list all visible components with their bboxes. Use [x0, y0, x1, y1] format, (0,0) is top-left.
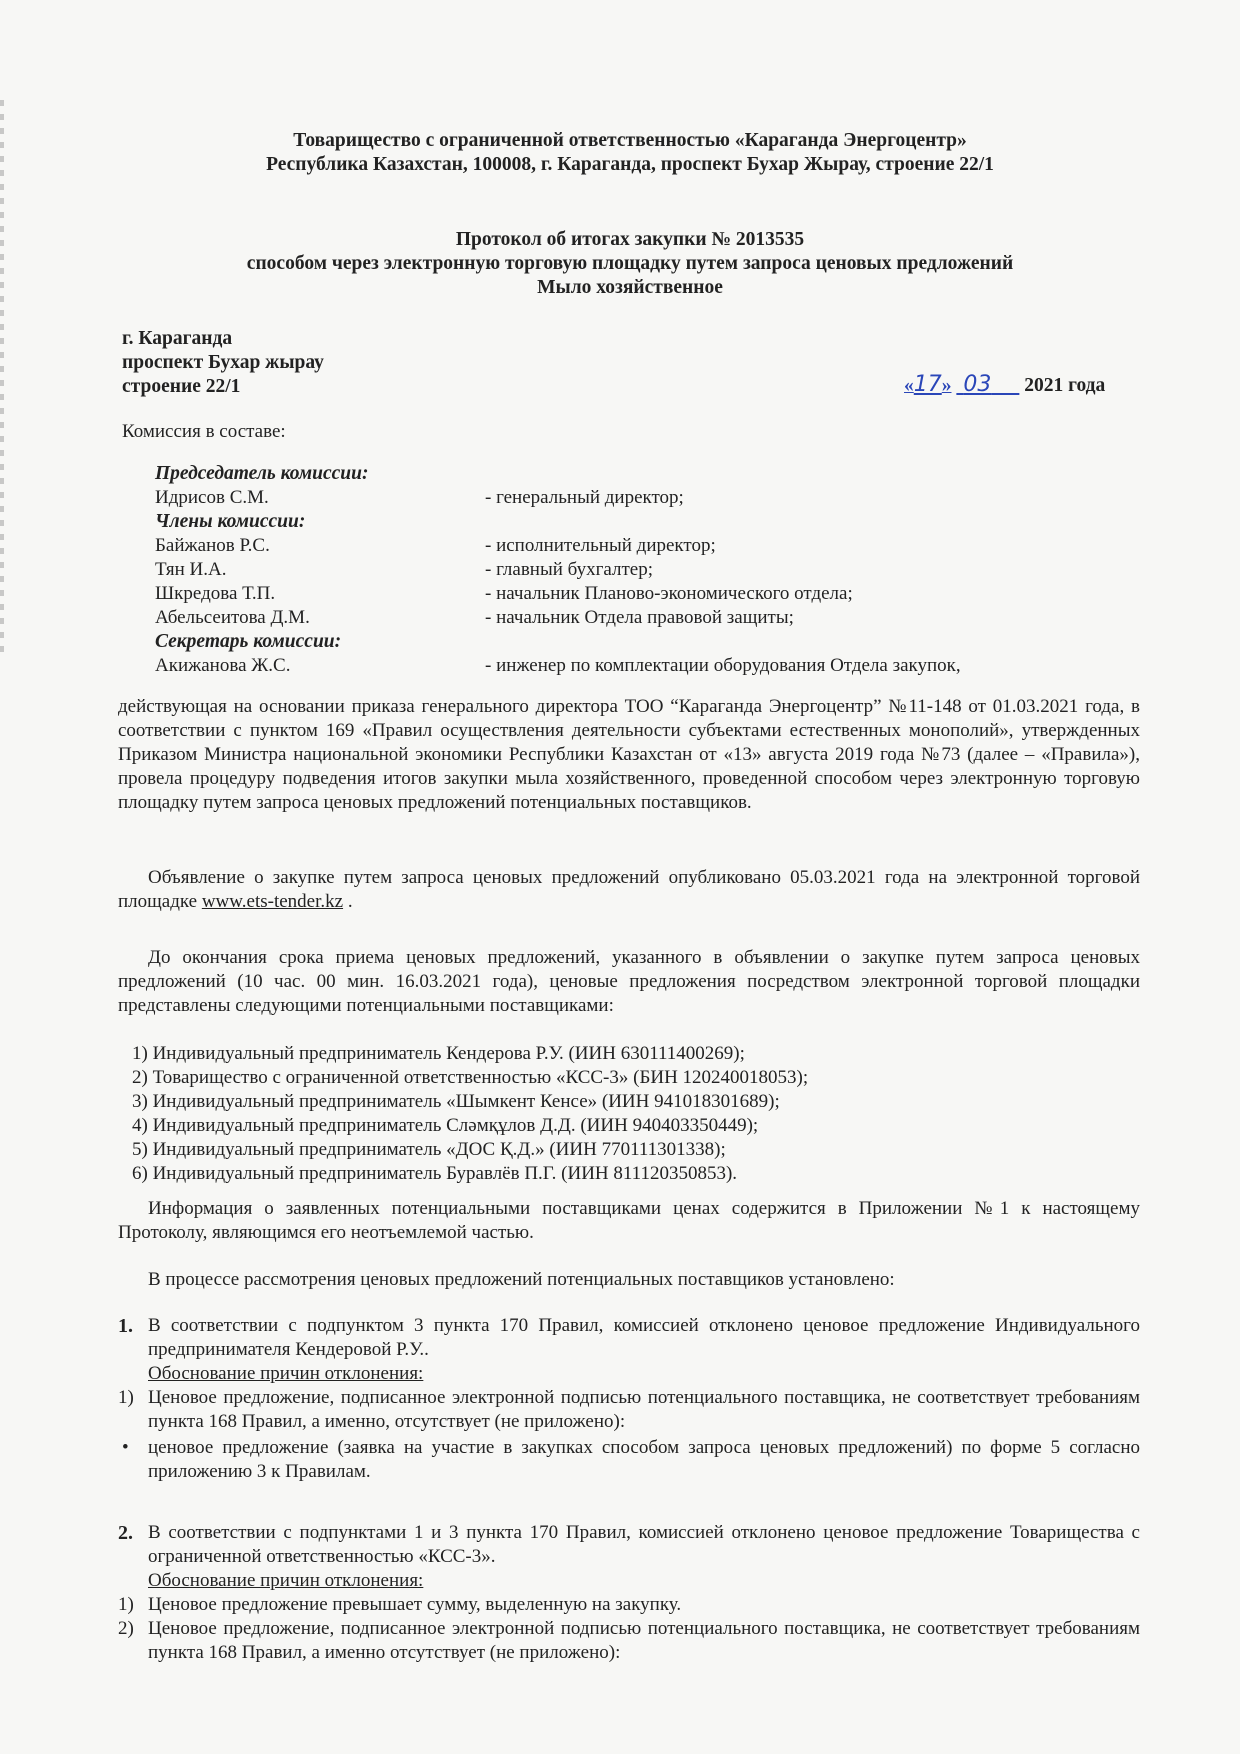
- procurement-method: способом через электронную торговую площадку путем запроса ценовых предложений: [246, 253, 1014, 274]
- bullet-icon: •: [122, 1437, 129, 1458]
- tender-site-link[interactable]: www.ets-tender.kz: [201, 891, 344, 912]
- member-row: [155, 582, 1135, 606]
- member-role: - главный бухгалтер;: [485, 559, 653, 580]
- scan-edge-marks: [0, 100, 4, 660]
- finding-text: В соответствии с подпунктом 3 пункта 170 Правил, комиссией отклонено ценовое предложение Индивидуального предпринимателя Кендеровой Р.У..: [148, 1315, 1140, 1360]
- member-row: [155, 486, 1135, 510]
- place-building: строение 22/1: [122, 376, 241, 397]
- date-month-value: 03: [963, 372, 992, 397]
- date-day: 17: [913, 372, 942, 397]
- finding-text: В соответствии с подпунктами 1 и 3 пункта 170 Правил, комиссией отклонено ценовое предложение Товарищества с ограниченной ответственностью «КСС-3».: [148, 1522, 1140, 1567]
- company-header: [120, 129, 1140, 177]
- list-item: 2) Товарищество с ограниченной ответственностью «КСС-3» (БИН 120240018053);: [132, 1067, 809, 1088]
- reason-text: Ценовое предложение, подписанное электронной подписью потенциального поставщика, не соответствует требованиям пункта 168 Правил, а именно, отсутствует (не приложено):: [148, 1387, 1140, 1432]
- date-open-quote: «: [904, 375, 914, 396]
- member-row: [155, 534, 1135, 558]
- member-role: - генеральный директор;: [485, 487, 684, 508]
- list-item: 3) Индивидуальный предприниматель «Шымкент Кенсе» (ИИН 941018301689);: [132, 1091, 780, 1112]
- reason-number: 2): [118, 1618, 134, 1639]
- place-block: [122, 327, 324, 399]
- member-name: Байжанов Р.С.: [155, 535, 270, 556]
- member-role: - исполнительный директор;: [485, 535, 716, 556]
- announcement-end: .: [343, 891, 353, 912]
- member-name: Тян И.А.: [155, 559, 227, 580]
- protocol-title: [120, 228, 1140, 300]
- finding-number: 2.: [118, 1522, 133, 1544]
- list-item: 5) Индивидуальный предприниматель «ДОС Қ.Д.» (ИИН 770111301338);: [132, 1139, 726, 1160]
- reason-number: 1): [118, 1387, 134, 1408]
- protocol-number: Протокол об итогах закупки № 2013535: [455, 229, 805, 250]
- secretary-heading: Секретарь комиссии:: [155, 631, 342, 652]
- members-heading: Члены комиссии:: [155, 511, 306, 532]
- bullet-text: ценовое предложение (заявка на участие в закупках способом запроса ценовых предложений) по форме 5 согласно приложению 3 к Правилам.: [148, 1437, 1140, 1482]
- date-year: 2021 года: [1024, 375, 1106, 396]
- company-name: Товарищество с ограниченной ответственностью «Караганда Энергоцентр»: [293, 130, 967, 151]
- member-row: [155, 654, 1135, 678]
- member-name: Акижанова Ж.С.: [155, 655, 291, 676]
- reason-text: Ценовое предложение, подписанное электронной подписью потенциального поставщика, не соответствует требованиям пункта 168 Правил, а именно отсутствует (не приложено):: [148, 1618, 1140, 1663]
- finding-1-bullet: [118, 1436, 1140, 1484]
- date-month: [956, 372, 1019, 397]
- deadline-paragraph: До окончания срока приема ценовых предложений, указанного в объявлении о закупке путем запроса ценовых предложений (10 час. 00 мин. 16.03.2021 года), ценовые предложения посредством электронной торговой площадки представлены следующими потенциальными поставщиками:: [118, 947, 1140, 1016]
- prices-info-paragraph: Информация о заявленных потенциальными поставщиками ценах содержится в Приложении №1 к настоящему Протоколу, являющимся его неотъемлемой частью.: [118, 1198, 1140, 1243]
- commission-intro: Комиссия в составе:: [122, 421, 286, 442]
- basis-paragraph: действующая на основании приказа генерального директора ТОО “Караганда Энергоцентр” №11-148 от 01.03.2021 года, в соответствии с пунктом 169 «Правил осуществления деятельности субъектами естественных монополий», утвержденных Приказом Министра национальной экономики Республики Казахстан от «13» августа 2019 года №73 (далее – «Правила»), провела процедуру подведения итогов закупки мыла хозяйственного, проведенной способом через электронную торговую площадку путем запроса ценовых предложений потенциальных поставщиков.: [118, 696, 1140, 813]
- chair-heading: Председатель комиссии:: [155, 463, 369, 484]
- protocol-date: [904, 372, 1105, 397]
- supplier-list: [132, 1042, 808, 1186]
- finding-1: [118, 1314, 1140, 1386]
- finding-2-reason-1: [118, 1593, 1140, 1617]
- commission-members: [155, 462, 1135, 678]
- finding-1-reason-1: [118, 1386, 1140, 1434]
- member-row: [155, 606, 1135, 630]
- member-role: - начальник Отдела правовой защиты;: [485, 607, 794, 628]
- member-name: Абельсеитова Д.М.: [155, 607, 310, 628]
- company-address: Республика Казахстан, 100008, г. Караганда, проспект Бухар Жырау, строение 22/1: [266, 154, 994, 175]
- reason-heading: Обоснование причин отклонения:: [148, 1363, 424, 1384]
- place-street: проспект Бухар жырау: [122, 352, 324, 373]
- finding-number: 1.: [118, 1315, 133, 1337]
- member-row: [155, 558, 1135, 582]
- announcement-paragraph: [118, 866, 1140, 914]
- list-item: 1) Индивидуальный предприниматель Кендерова Р.У. (ИИН 630111400269);: [132, 1043, 745, 1064]
- reason-number: 1): [118, 1594, 134, 1615]
- review-intro: В процессе рассмотрения ценовых предложений потенциальных поставщиков установлено:: [148, 1269, 895, 1290]
- list-item: 6) Индивидуальный предприниматель Буравлёв П.Г. (ИИН 811120350853).: [132, 1163, 738, 1184]
- place-city: г. Караганда: [122, 328, 233, 349]
- finding-2: [118, 1521, 1140, 1593]
- member-name: Шкредова Т.П.: [155, 583, 276, 604]
- reason-text: Ценовое предложение превышает сумму, выделенную на закупку.: [148, 1594, 682, 1615]
- procurement-subject: Мыло хозяйственное: [537, 277, 723, 298]
- finding-2-reason-2: [118, 1617, 1140, 1665]
- announcement-text: Объявление о закупке путем запроса ценовых предложений опубликовано 05.03.2021 года на электронной торговой площадке: [118, 867, 1140, 912]
- list-item: 4) Индивидуальный предприниматель Сләмқұлов Д.Д. (ИИН 940403350449);: [132, 1115, 759, 1136]
- date-close-quote: »: [941, 375, 952, 396]
- member-role: - начальник Планово-экономического отдела;: [485, 583, 853, 604]
- reason-heading: Обоснование причин отклонения:: [148, 1570, 424, 1591]
- member-name: Идрисов С.М.: [155, 487, 269, 508]
- member-role: - инженер по комплектации оборудования Отдела закупок,: [485, 655, 961, 676]
